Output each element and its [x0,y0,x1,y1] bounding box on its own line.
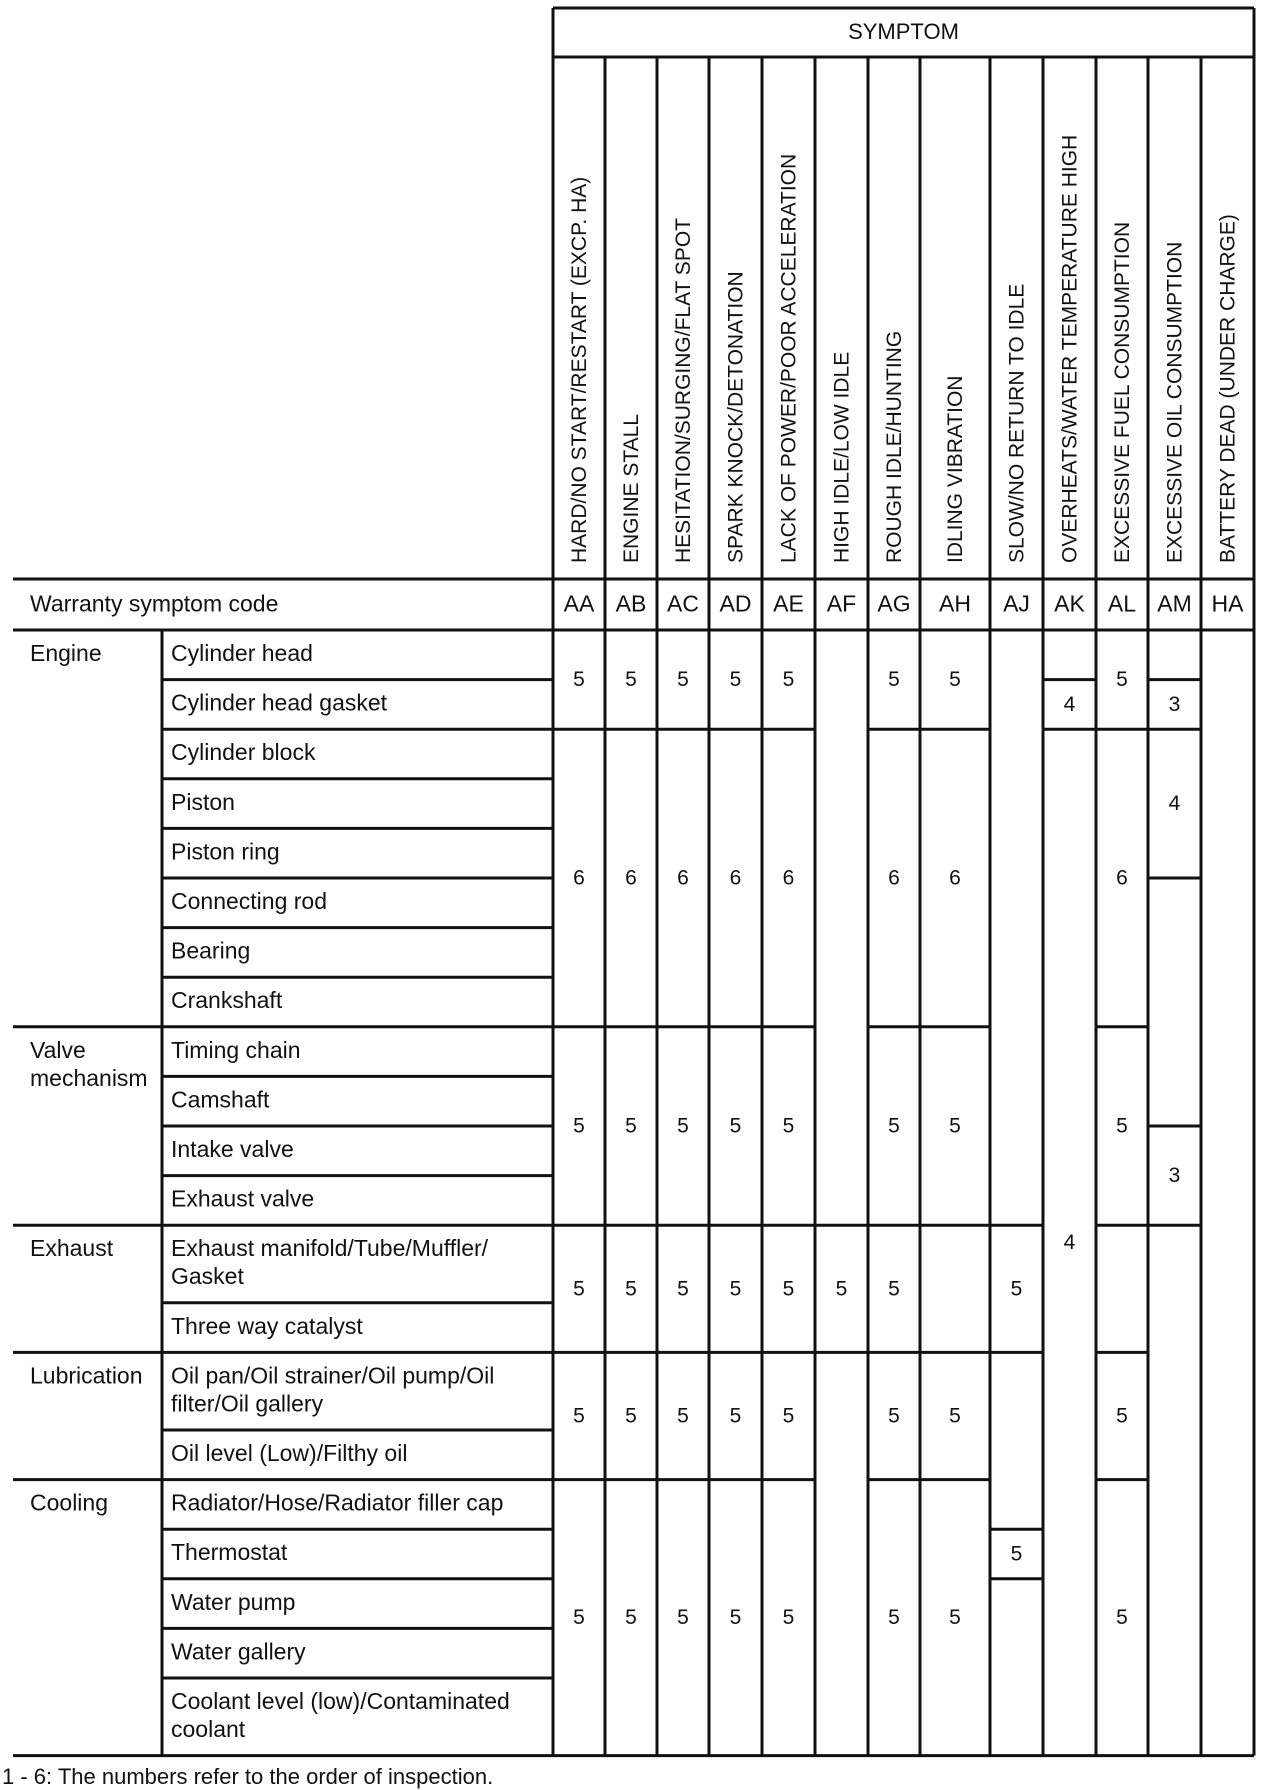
component-item: Cylinder head gasket [171,689,388,716]
inspection-order-value: 5 [888,668,900,692]
symptom-name: IDLING VIBRATION [944,375,967,563]
inspection-order-value: 6 [949,866,961,890]
symptom-name: ROUGH IDLE/HUNTING [883,330,906,563]
warranty-code: AK [1054,590,1085,617]
inspection-order-value: 6 [729,866,742,890]
inspection-order-value: 5 [625,1606,637,1630]
warranty-code-label: Warranty symptom code [30,590,279,617]
inspection-order-value: 5 [888,1114,900,1138]
symptom-name: SLOW/NO RETURN TO IDLE [1005,283,1029,563]
inspection-order-value: 5 [1010,1277,1023,1301]
inspection-order-value: 3 [1168,1164,1181,1188]
inspection-order-value: 6 [888,866,900,890]
component-item: Thermostat [171,1539,288,1566]
component-item: Oil level (Low)/Filthy oil [171,1440,408,1466]
symptom-name: HIGH IDLE/LOW IDLE [830,351,854,563]
component-item: Cylinder head [171,640,313,666]
symptom-name: BATTERY DEAD (UNDER CHARGE) [1216,214,1240,563]
warranty-code: HA [1211,590,1244,617]
warranty-code: AH [939,590,971,617]
inspection-order-value: 5 [729,1277,742,1301]
inspection-order-value: 5 [573,1404,585,1428]
inspection-order-value: 5 [835,1277,848,1301]
inspection-order-value: 5 [573,1277,585,1301]
inspection-order-value: 5 [782,668,795,692]
component-item: Crankshaft [171,987,283,1014]
category-label: Lubrication [30,1362,143,1389]
warranty-code: AC [667,590,699,617]
inspection-order-value: 5 [677,1606,689,1630]
inspection-order-value: 3 [1168,692,1181,716]
inspection-order-value: 5 [729,668,742,692]
symptom-name: OVERHEATS/WATER TEMPERATURE HIGH [1058,134,1082,563]
symptom-name: ENGINE STALL [620,414,643,563]
component-item: Intake valve [171,1136,294,1162]
inspection-order-value: 5 [782,1114,795,1138]
inspection-order-value: 5 [677,1404,689,1428]
warranty-code: AL [1107,590,1137,617]
component-item: Camshaft [171,1086,270,1113]
inspection-order-value: 6 [573,866,585,890]
inspection-order-value: 5 [949,1404,961,1428]
inspection-order-value: 4 [1063,692,1076,716]
symptom-name: EXCESSIVE OIL CONSUMPTION [1163,241,1187,563]
footnote: 1 - 6: The numbers refer to the order of inspection. [2,1764,494,1789]
inspection-order-value: 5 [625,668,637,692]
warranty-code: AD [719,590,752,617]
warranty-code: AB [615,590,647,617]
inspection-order-value: 6 [1116,866,1128,890]
inspection-order-value: 5 [729,1404,742,1428]
inspection-order-value: 4 [1168,792,1181,816]
symptom-group-header: SYMPTOM [848,18,959,44]
component-item: Oil pan/Oil strainer/Oil pump/Oil filter/Oil gallery [171,1362,495,1417]
inspection-order-value: 5 [1116,1404,1128,1428]
component-item: Connecting rod [171,888,327,914]
category-label: Engine [30,640,102,666]
warranty-code: AM [1157,590,1192,617]
component-item: Three way catalyst [171,1312,363,1339]
warranty-code: AE [773,590,804,617]
inspection-order-value: 5 [625,1277,637,1301]
component-item: Piston ring [171,838,280,865]
symptom-name: HARD/NO START/RESTART (EXCP. HA) [568,176,591,563]
inspection-order-value: 5 [782,1277,795,1301]
inspection-order-value: 6 [677,866,689,890]
inspection-order-value: 5 [888,1606,900,1630]
component-item: Radiator/Hose/Radiator filler cap [171,1489,504,1516]
warranty-code: AA [563,590,595,617]
inspection-order-value: 6 [625,866,637,890]
inspection-order-value: 5 [625,1404,637,1428]
inspection-order-value: 5 [782,1606,795,1630]
component-item: Coolant level (low)/Contaminated coolant [171,1688,510,1742]
inspection-order-value: 5 [1116,1114,1128,1138]
component-item: Timing chain [171,1036,301,1063]
component-item: Piston [171,788,235,815]
warranty-code: AG [877,590,911,617]
inspection-order-value: 5 [729,1606,742,1630]
inspection-order-value: 5 [1116,1606,1128,1630]
inspection-order-value: 5 [782,1404,795,1428]
inspection-order-value: 5 [729,1114,742,1138]
warranty-code: AJ [1003,590,1030,617]
inspection-order-value: 5 [677,668,689,692]
symptom-name: EXCESSIVE FUEL CONSUMPTION [1111,221,1134,563]
inspection-order-value: 5 [573,668,585,692]
component-item: Exhaust manifold/Tube/Muffler/ Gasket [171,1235,489,1290]
component-item: Cylinder block [171,739,316,766]
symptom-name: SPARK KNOCK/DETONATION [724,271,748,563]
inspection-order-value: 5 [888,1277,900,1301]
inspection-order-value: 5 [625,1114,637,1138]
inspection-order-value: 6 [782,866,795,890]
inspection-order-value: 5 [949,1114,961,1138]
inspection-order-value: 5 [677,1277,689,1301]
inspection-order-value: 5 [949,668,961,692]
symptom-name: HESITATION/SURGING/FLAT SPOT [672,218,695,563]
category-label: Exhaust [30,1235,114,1262]
inspection-order-value: 5 [949,1606,961,1630]
inspection-order-value: 5 [888,1404,900,1428]
component-item: Water pump [171,1588,296,1615]
component-item: Bearing [171,937,251,964]
inspection-order-value: 5 [677,1114,689,1138]
symptom-name: LACK OF POWER/POOR ACCELERATION [777,153,801,563]
category-label: Cooling [30,1489,108,1516]
inspection-order-value: 5 [573,1114,585,1138]
component-item: Exhaust valve [171,1185,315,1212]
category-label: Valve mechanism [30,1036,148,1091]
component-item: Water gallery [171,1638,306,1665]
warranty-code: AF [826,590,857,617]
inspection-order-value: 5 [573,1606,585,1630]
inspection-order-value: 4 [1063,1230,1076,1254]
inspection-order-value: 5 [1010,1542,1023,1566]
inspection-order-value: 5 [1116,668,1128,692]
